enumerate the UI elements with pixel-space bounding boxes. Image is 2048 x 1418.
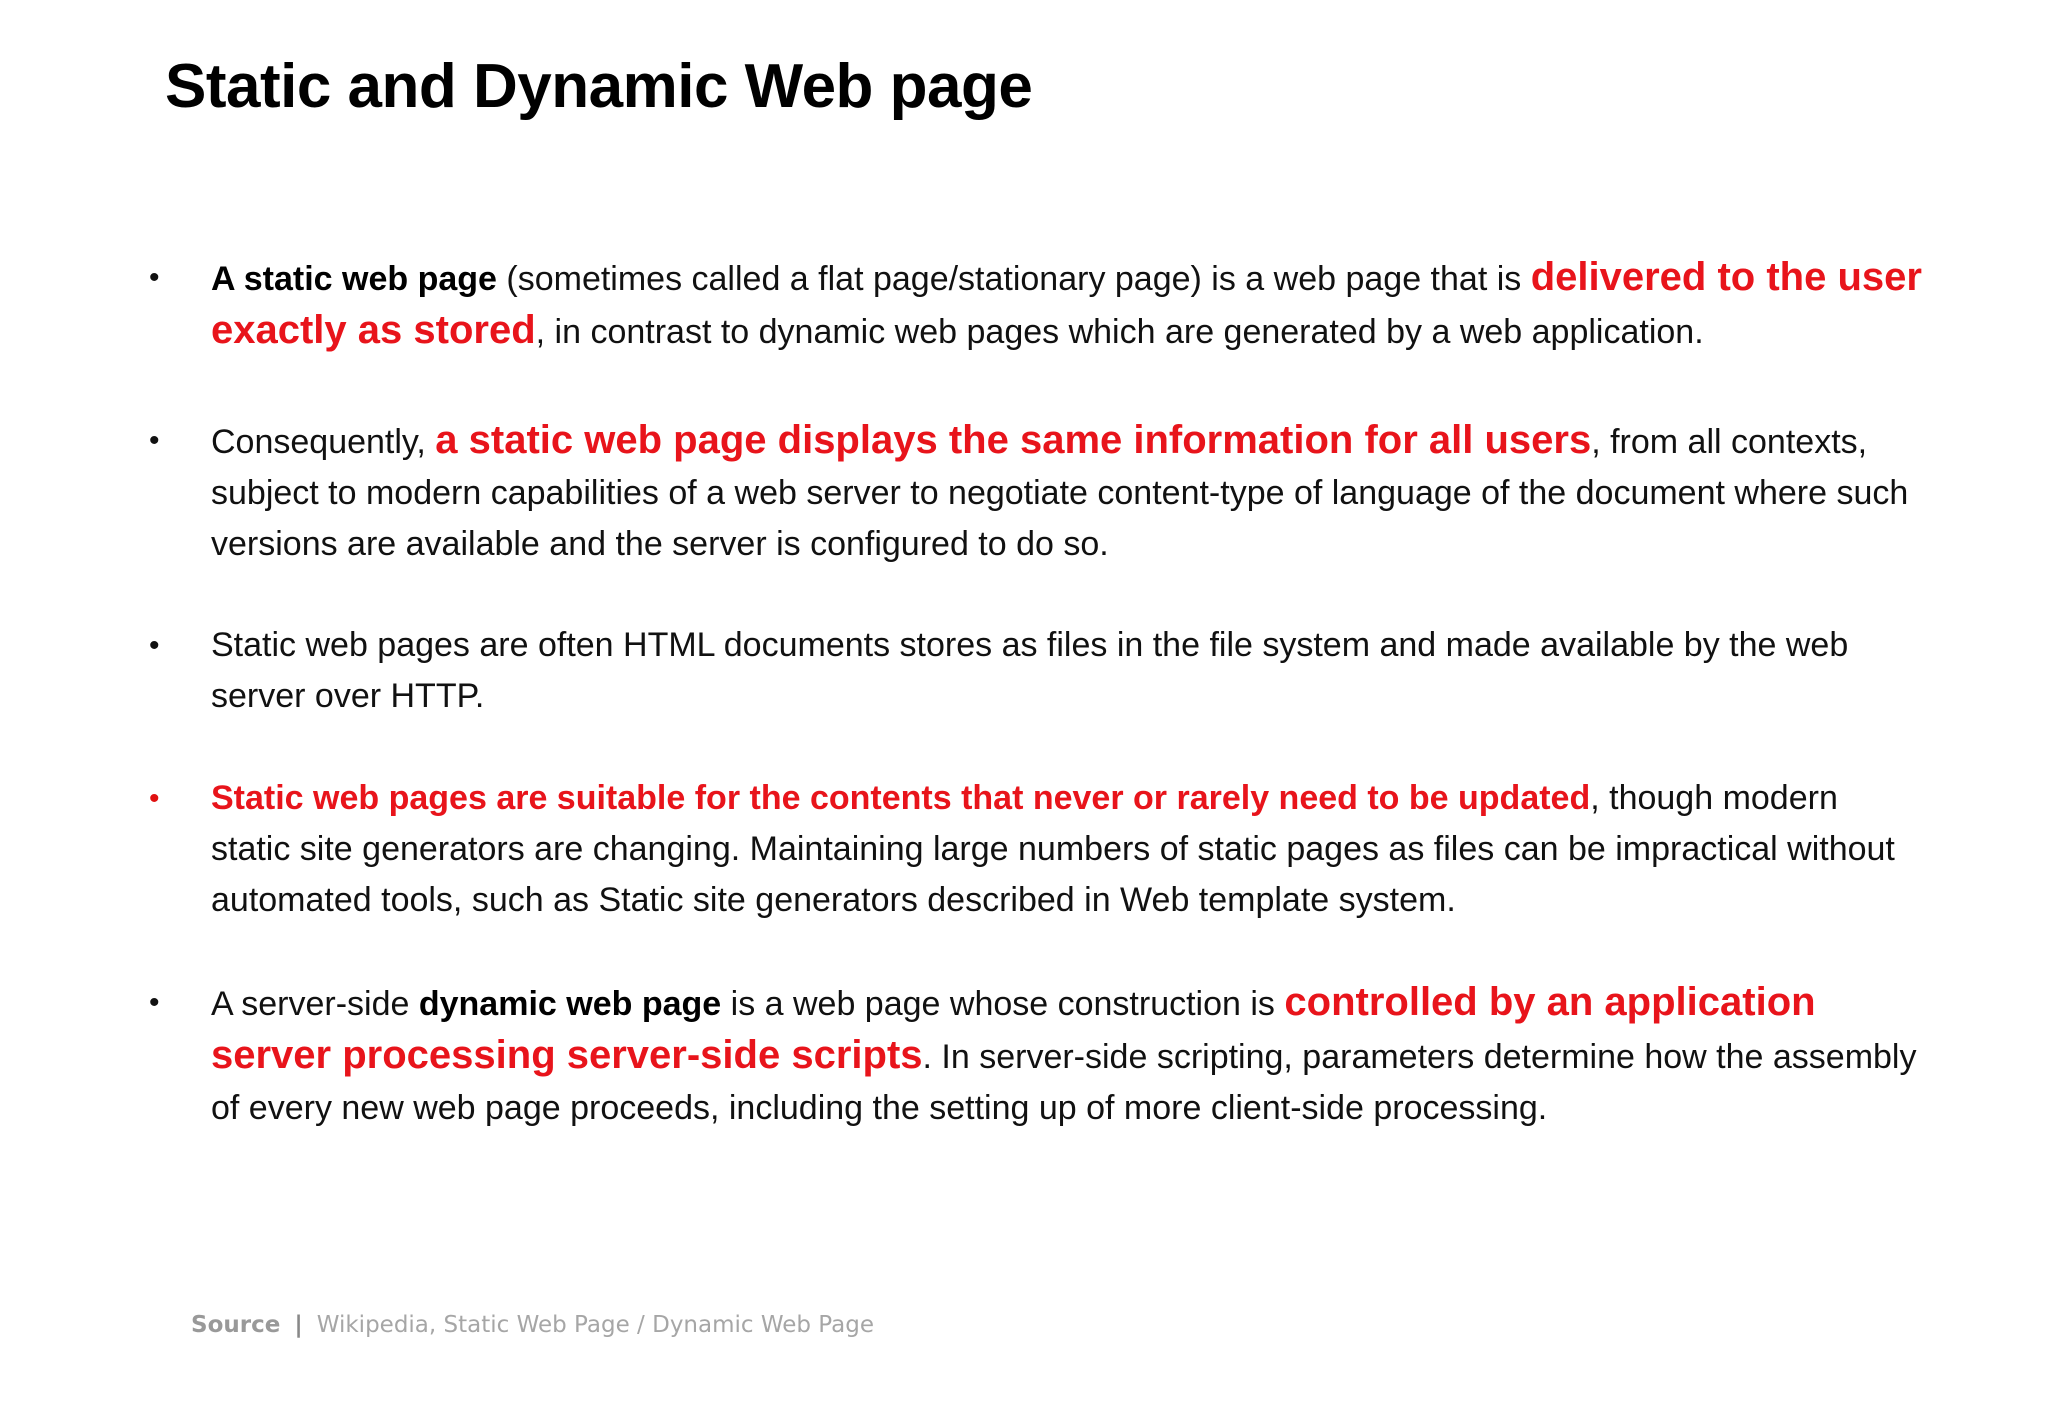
source-text: Wikipedia, Static Web Page / Dynamic Web Page	[316, 1312, 874, 1338]
bullet-text: is a web page whose construction is	[721, 985, 1285, 1023]
highlight-text: controlled by an application server processing server-side scripts	[211, 980, 1816, 1077]
bullet-text: . In server-side scripting, parameters determine how the assembly of every new web page proceeds, including the setting up of more client-side processing.	[211, 1038, 1917, 1127]
source-separator: |	[294, 1312, 303, 1338]
highlight-text: delivered to the user exactly as stored	[211, 255, 1922, 352]
bullet-text: , though modern static site generators are changing. Maintaining large numbers of static pages as files can be impractical without automated tools, such as Static site generators described in Web template system.	[211, 779, 1895, 919]
bullet-dynamic-definition	[145, 977, 1925, 1134]
bullet-text: , in contrast to dynamic web pages which are generated by a web application.	[535, 313, 1704, 351]
slide-title: Static and Dynamic Web page	[165, 52, 1033, 121]
bold-term: dynamic web page	[418, 985, 722, 1023]
source-citation	[191, 1312, 874, 1338]
bold-lead: A static web page	[211, 260, 497, 298]
bullet-dot: •	[149, 986, 160, 1019]
bullet-dot: •	[149, 629, 160, 662]
bullet-text: Consequently,	[211, 423, 436, 461]
bullet-list	[145, 252, 1925, 1134]
source-label: Source	[191, 1312, 281, 1338]
bullet-html-documents	[145, 620, 1925, 722]
bullet-text: , from all contexts, subject to modern capabilities of a web server to negotiate content-type of language of the document where such versions are available and the server is configured to do so.	[211, 423, 1909, 563]
bullet-text: Static web pages are often HTML documents stores as files in the file system and made available by the web server over HTTP.	[211, 626, 1849, 715]
bullet-static-definition	[145, 252, 1925, 358]
bullet-suitable-contents	[145, 773, 1925, 926]
bullet-text: A server-side	[211, 985, 419, 1023]
highlight-text: Static web pages are suitable for the contents that never or rarely need to be updated	[211, 779, 1591, 817]
bullet-dot: •	[149, 424, 160, 457]
bullet-same-information	[145, 415, 1925, 570]
bullet-dot: •	[149, 782, 160, 815]
highlight-text: a static web page displays the same information for all users	[435, 418, 1592, 462]
bullet-text: (sometimes called a flat page/stationary page) is a web page that is	[496, 260, 1531, 298]
bullet-dot: •	[149, 261, 160, 294]
